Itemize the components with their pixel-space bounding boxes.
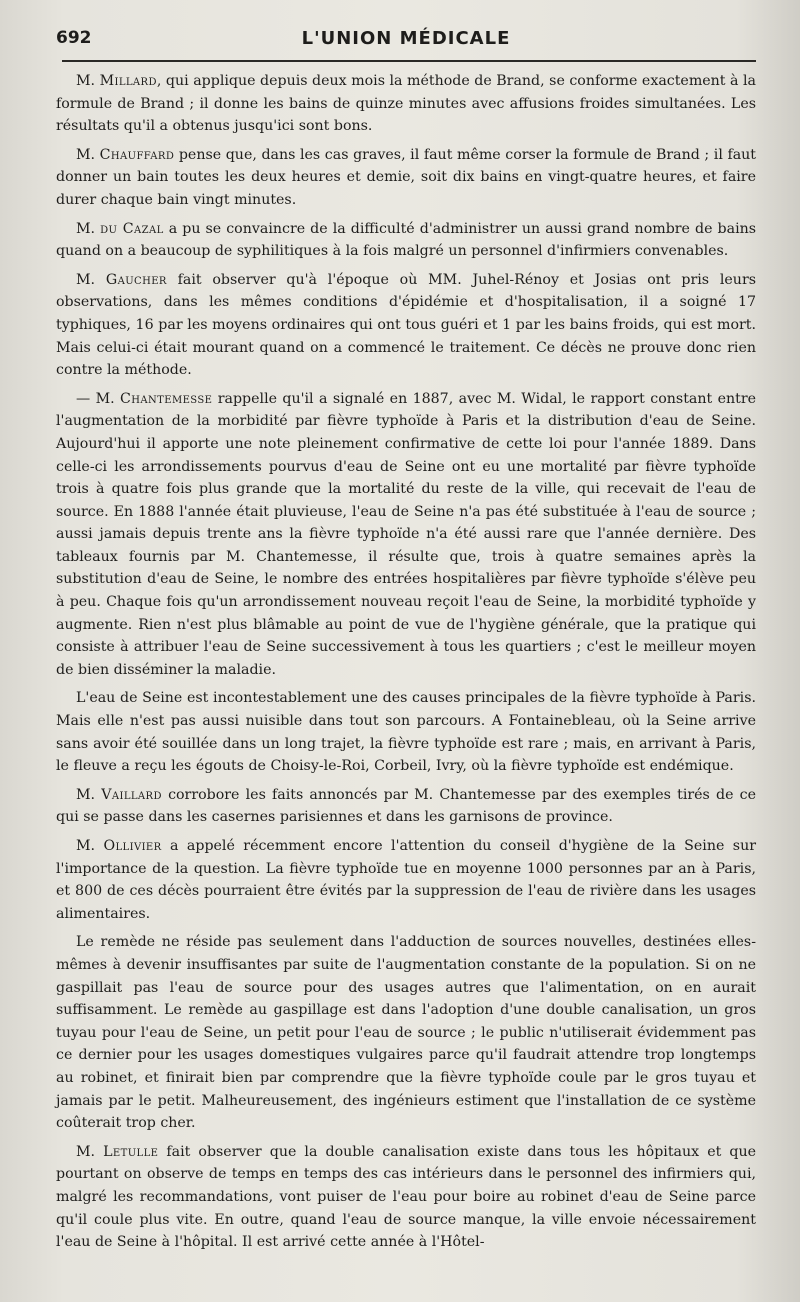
speaker-name: Millard <box>99 73 157 89</box>
paragraph-eau-de-seine: L'eau de Seine est incontestablement une des causes principales de la fièvre typhoïde à Paris. Mais elle n'est pas aussi nuisible dans tout son parcours. A Fontainebleau, où la Seine arrive sans avoir été souillée dans un long trajet, la fièvre typhoïde est rare ; mais, en arrivant à Paris, le fleuve a reçu les égouts de Choisy-le-Roi, Corbeil, Ivry, où la fièvre typhoïde est endémique. <box>56 690 756 775</box>
speaker-name: Letulle <box>103 1143 159 1160</box>
paragraph-ollivier: M. Ollivier a appelé récemment encore l'attention du conseil d'hygiène de la Seine sur l'importance de la question. La fièvre typhoïde tue en moyenne 1000 personnes par an à Paris, et 800 de ces décès pourraient être évités par la suppression de l'eau de rivière dans les usages alimentaires. <box>56 838 757 922</box>
speaker-name: Gaucher <box>105 271 167 288</box>
paragraph-du-cazal: M. du Cazal a pu se convaincre de la difficulté d'administrer un aussi grand nombre de bains quand on a beaucoup de syphilitiques à la fois malgré un personnel d'infirmiers convenables. <box>56 220 757 260</box>
paragraph-gaucher: M. Gaucher fait observer qu'à l'époque où MM. Juhel-Rénoy et Josias ont pris leurs observations, dans les mêmes conditions d'épidémie et d'hospitalisation, il a soigné 17 typhiques, 16 par les moyens ordinaires qui ont tous guéri et 1 par les bains froids, qui est mort. Mais celui-ci était mourant quand on a commencé le traitement. Ce décès ne prouve donc rien contre la méthode. <box>56 271 757 379</box>
speaker-name: du Cazal <box>100 220 164 237</box>
header-rule <box>62 60 756 62</box>
paragraph-chantemesse: — M. Chantemesse rappelle qu'il a signalé en 1887, avec M. Widal, le rapport constant entre l'augmentation de la morbidité par fièvre typhoïde à Paris et la distribution d'eau de Seine. Aujourd'hui il apporte une note pleinement confirmative de cette loi pour l'année 1889. Dans celle-ci les arrondissements pourvus d'eau de Seine ont eu une mortalité par fièvre typhoïde trois à quatre fois plus grande que la mortalité du reste de la ville, qui recevait de l'eau de source. En 1888 l'année était pluvieuse, l'eau de Seine n'a pas été substituée à l'eau de source ; aussi jamais depuis trente ans la fièvre typhoïde n'a été aussi rare que l'année dernière. Des tableaux fournis par M. Chantemesse, il résulte que, trois à quatre semaines après la substitution d'eau de Seine, le nombre des entrées hospitalières par fièvre typhoïde s'élève peu à peu. Chaque fois qu'un arrondissement nouveau reçoit l'eau de Seine, la morbidité typhoïde y augmente. Rien n'est plus blâmable au point de vue de l'hygiène générale, que la pratique qui consiste à attribuer l'eau de Seine successivement à tous les quartiers ; c'est le meilleur moyen de bien disséminer la maladie. <box>56 390 757 678</box>
paragraph-letulle: M. Letulle fait observer que la double canalisation existe dans tous les hôpitaux et que pourtant on observe de temps en temps des cas intérieurs dans le personnel des infirmiers qui, malgré les recommandations, vont puiser de l'eau pour boire au robinet d'eau de Seine parce qu'il coule plus vite. En outre, quand l'eau de source manque, la ville envoie nécessairement l'eau de Seine à l'hôpital. Il est arrivé cette année à l'Hôtel- <box>56 1143 756 1251</box>
page-header <box>56 24 756 60</box>
speaker-name: Chantemesse <box>120 390 213 407</box>
speaker-name: Chauffard <box>99 146 175 163</box>
speaker-name: Ollivier <box>103 838 162 854</box>
paragraph-vaillard: M. Vaillard corrobore les faits annoncés par M. Chantemesse par des exemples tirés de ce qui se passe dans les casernes parisiennes et dans les garnisons de province. <box>56 786 757 826</box>
page-number: 692 <box>56 28 92 48</box>
paragraph-remede: Le remède ne réside pas seulement dans l'adduction de sources nouvelles, destinées elles-mêmes à devenir insuffisantes par suite de l'augmentation constante de la population. Si on ne gaspillait pas l'eau de source pour des usages autres que l'alimentation, on en aurait suffisamment. Le remède au gaspillage est dans l'adoption d'une double canalisation, un gros tuyau pour l'eau de Seine, un petit pour l'eau de source ; le public n'utiliserait évidemment pas ce dernier pour les usages domestiques vulgaires parce qu'il faudrait attendre trop longtemps au robinet, et finirait bien par comprendre que la fièvre typhoïde coule par le gros tuyau et jamais par le petit. Malheureusement, des ingénieurs estiment que l'installation de ce système coûterait trop cher. <box>56 934 756 1132</box>
speaker-name: Vaillard <box>101 786 162 803</box>
paragraph-chauffard: M. Chauffard pense que, dans les cas graves, il faut même corser la formule de Brand ; il faut donner un bain toutes les deux heures et demie, soit dix bains en vingt-quatre heures, et faire durer chaque bain vingt minutes. <box>56 146 757 208</box>
journal-title: L'UNION MÉDICALE <box>301 28 511 49</box>
paragraph-millard: M. Millard, qui applique depuis deux mois la méthode de Brand, se conforme exactement à la formule de Brand ; il donne les bains de quinze minutes avec affusions froides simultanées. Les résultats qu'il a obtenus jusqu'ici sont bons. <box>56 73 756 135</box>
article-body <box>56 70 756 1254</box>
